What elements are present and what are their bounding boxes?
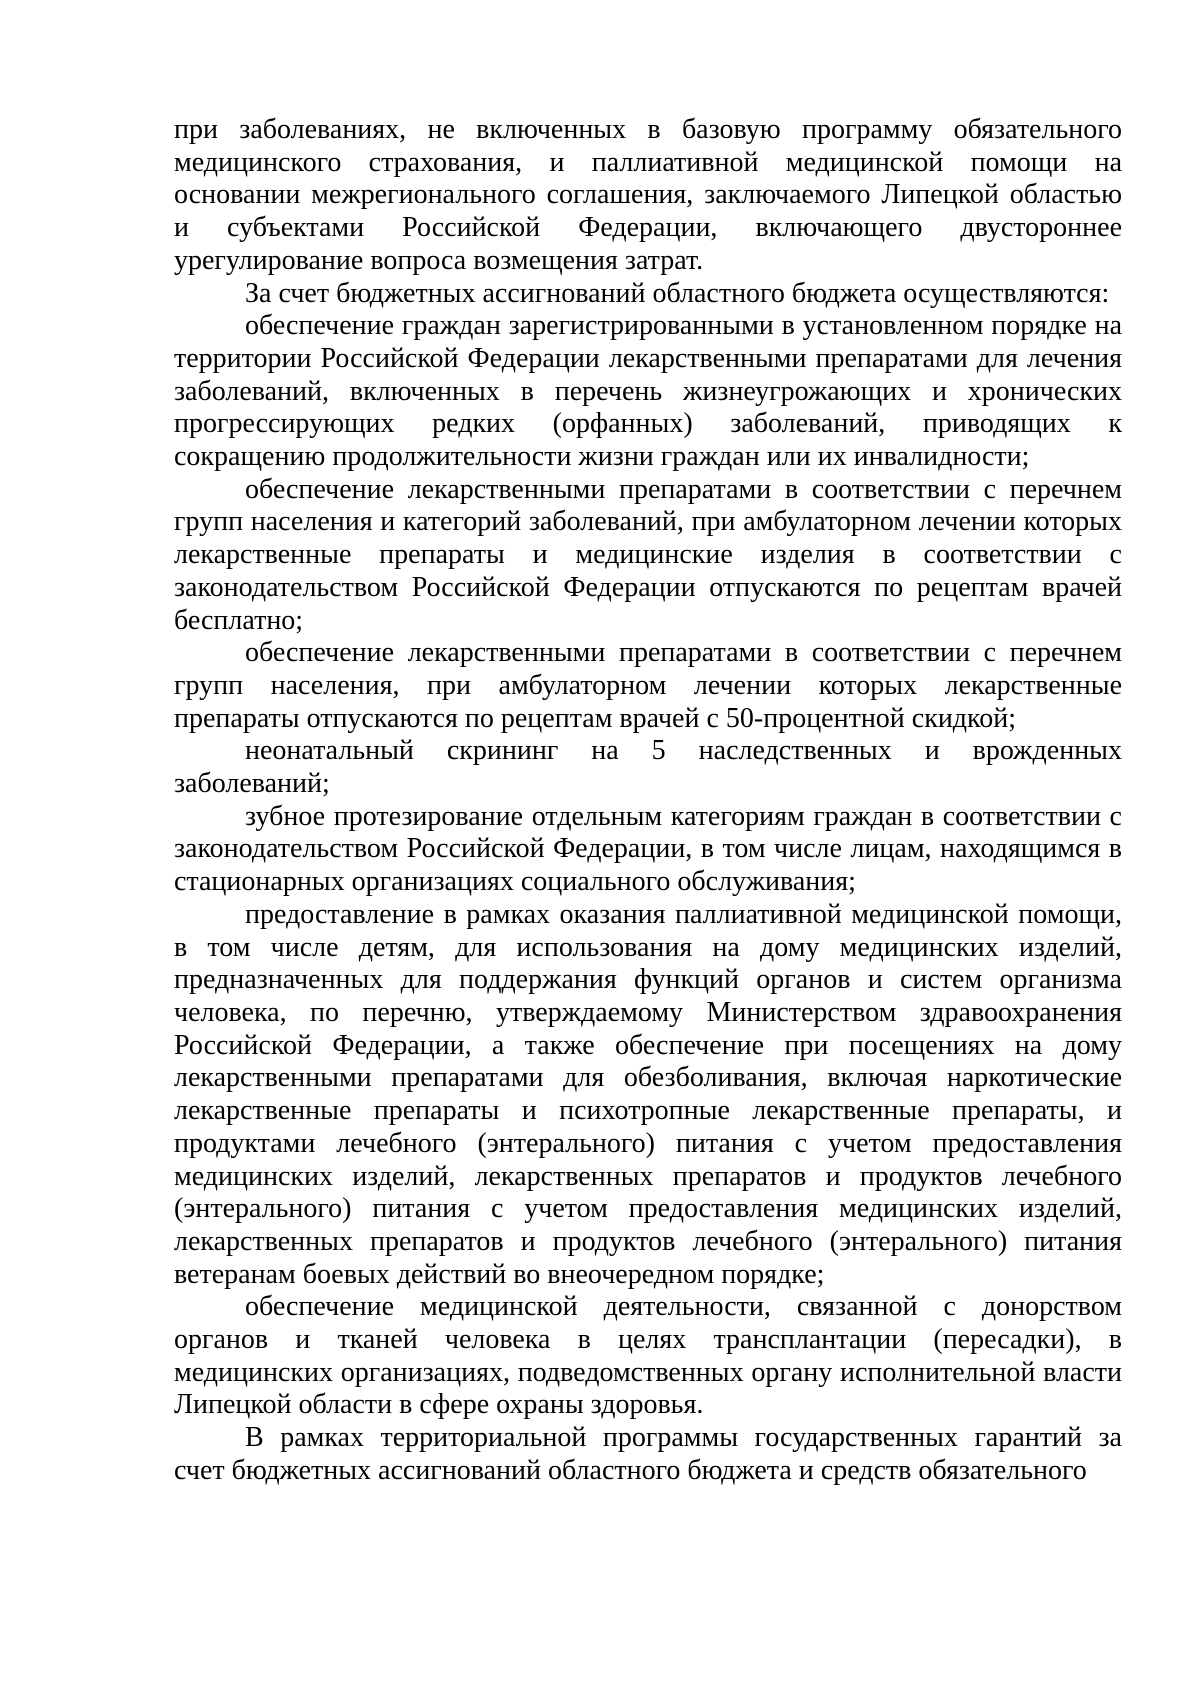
document-page [174, 114, 1122, 1488]
paragraph-transplantation: обеспечение медицинской деятельности, связанной с донорством органов и тканей человека в целях трансплантации (пересадки), в медицинских организациях, подведомственных органу исполнительной власти Липецкой области в сфере охраны здоровья. [174, 1291, 1122, 1421]
paragraph-continuation: при заболеваниях, не включенных в базовую программу обязательного медицинского страхования, и паллиативной медицинской помощи на основании межрегионального соглашения, заключаемого Липецкой областью и субъектами Российской Федерации, включающего двустороннее урегулирование вопроса возмещения затрат. [174, 114, 1122, 276]
paragraph-dental-prosthetics: зубное протезирование отдельным категориям граждан в соответствии с законодательством Российской Федерации, в том числе лицам, находящимся в стационарных организациях социального обслуживания; [174, 800, 1122, 898]
paragraph-neonatal-screening: неонатальный скрининг на 5 наследственных и врожденных заболеваний; [174, 735, 1122, 800]
paragraph-free-prescriptions: обеспечение лекарственными препаратами в соответствии с перечнем групп населения и категорий заболеваний, при амбулаторном лечении которых лекарственные препараты и медицинские изделия в соответствии с законодательством Российской Федерации отпускаются по рецептам врачей бесплатно; [174, 473, 1122, 636]
paragraph-budget-intro: За счет бюджетных ассигнований областного бюджета осуществляются: [245, 277, 1110, 309]
paragraph-discount-prescriptions: обеспечение лекарственными препаратами в соответствии с перечнем групп населения, при амбулаторном лечении которых лекарственные препараты отпускаются по рецептам врачей с 50-процентной скидкой; [174, 637, 1122, 734]
paragraph-territorial-program: В рамках территориальной программы государственных гарантий за счет бюджетных ассигнований областного бюджета и средств обязательного [174, 1422, 1122, 1486]
paragraph-palliative-care: предоставление в рамках оказания паллиативной медицинской помощи, в том числе детям, для использования на дому медицинских изделий, предназначенных для поддержания функций органов и систем организма человека, по перечню, утверждаемому Министерством здравоохранения Российской Федерации, а также обеспечение при посещениях на дому лекарственными препаратами для обезболивания, включая наркотические лекарственные препараты и психотропные лекарственные препараты, и продуктами лечебного (энтерального) питания с учетом предоставления медицинских изделий, лекарственных препаратов и продуктов лечебного (энтерального) питания с учетом предоставления медицинских изделий, лекарственных препаратов и продуктов лечебного (энтерального) питания ветеранам боевых действий во внеочередном порядке; [174, 898, 1122, 1290]
paragraph-orphan-diseases: обеспечение граждан зарегистрированными в установленном порядке на территории Российской Федерации лекарственными препаратами для лечения заболеваний, включенных в перечень жизнеугрожающих и хронических прогрессирующих редких (орфанных) заболеваний, приводящих к сокращению продолжительности жизни граждан или их инвалидности; [174, 310, 1122, 473]
